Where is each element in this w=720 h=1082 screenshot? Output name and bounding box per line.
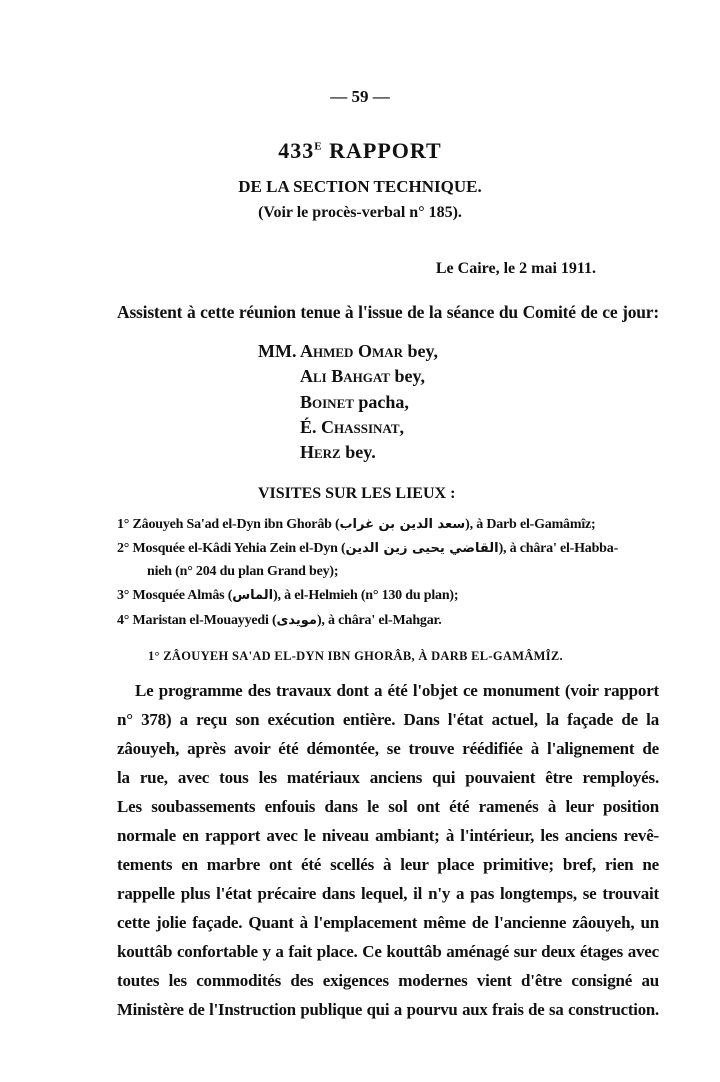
attendee: Ali Bahgat bey, <box>300 366 425 386</box>
paragraph-line: rappelle plus l'état précaire dans lequel, il n'y a pas longtemps, se trouvait <box>117 884 659 903</box>
attendees-label: MM. <box>258 341 297 361</box>
paragraph-line: zâouyeh, après avoir été démontée, se trouve réédifiée à l'alignement de <box>117 739 659 758</box>
title-superscript: E <box>314 140 323 153</box>
visit-item: 3° Mosquée Almâs (الماس), à el-Helmieh (n° 130 du plan); <box>117 588 459 603</box>
paragraph-line: normale en rapport avec le niveau ambiant; à l'intérieur, les anciens revê- <box>117 826 659 845</box>
paragraph-line: tements en marbre ont été scellés à leur place primitive; bref, rien ne <box>117 855 659 874</box>
attendee: Boinet pacha, <box>300 392 409 412</box>
visit-item: 1° Zâouyeh Sa'ad el-Dyn ibn Ghorâb (سعد الدين بن غراب), à Darb el-Gamâmîz; <box>117 517 596 532</box>
title-word: RAPPORT <box>329 138 442 163</box>
paragraph-line: Les soubassements enfouis dans le sol ont été ramenés à leur position <box>117 797 659 816</box>
place-date: Le Caire, le 2 mai 1911. <box>435 260 596 277</box>
attendee: É. Chassinat, <box>300 417 405 437</box>
paragraph-line: la rue, avec tous les matériaux anciens qui pouvaient être remployés. <box>117 768 659 787</box>
report-title <box>0 138 720 164</box>
paragraph-line: kouttâb confortable y a fait place. Ce kouttâb aménagé sur deux étages avec <box>117 942 659 961</box>
paragraph-line: cette jolie façade. Quant à l'emplacement même de l'ancienne zâouyeh, un <box>117 913 659 932</box>
paragraph-line: toutes les commodités des exigences modernes vient d'être consigné au <box>117 971 659 990</box>
visit-item: 4° Maristan el-Mouayyedi (مويدى), à châra' el-Mahgar. <box>117 613 442 628</box>
subtitle: DE LA SECTION TECHNIQUE. <box>238 177 482 196</box>
intro: Assistent à cette réunion tenue à l'issue de la séance du Comité de ce jour: <box>117 302 659 322</box>
visit-item: 2° Mosquée el-Kâdi Yehia Zein el-Dyn (القاضي يحيى زين الدين), à châra' el-Habba- <box>117 541 619 556</box>
attendee: Herz bey. <box>300 442 376 462</box>
section-heading: 1° ZÂOUYEH SA'AD EL-DYN IBN GHORÂB, À DARB EL-GAMÂMÎZ. <box>148 649 563 663</box>
paragraph-line: Ministère de l'Instruction publique qui a pourvu aux frais de sa construction. <box>117 1000 659 1019</box>
paragraph-line: Le programme des travaux dont a été l'objet ce monument (voir rapport <box>135 681 659 700</box>
reference: (Voir le procès-verbal n° 185). <box>258 204 462 221</box>
page-number: — 59 — <box>330 87 390 106</box>
visit-item-continuation: nieh (n° 204 du plan Grand bey); <box>147 564 339 579</box>
visits-heading: VISITES SUR LES LIEUX : <box>258 485 456 502</box>
attendee: Ahmed Omar bey, <box>300 341 439 361</box>
title-number: 433 <box>278 138 315 163</box>
paragraph-line: n° 378) a reçu son exécution entière. Dans l'état actuel, la façade de la <box>117 710 659 729</box>
